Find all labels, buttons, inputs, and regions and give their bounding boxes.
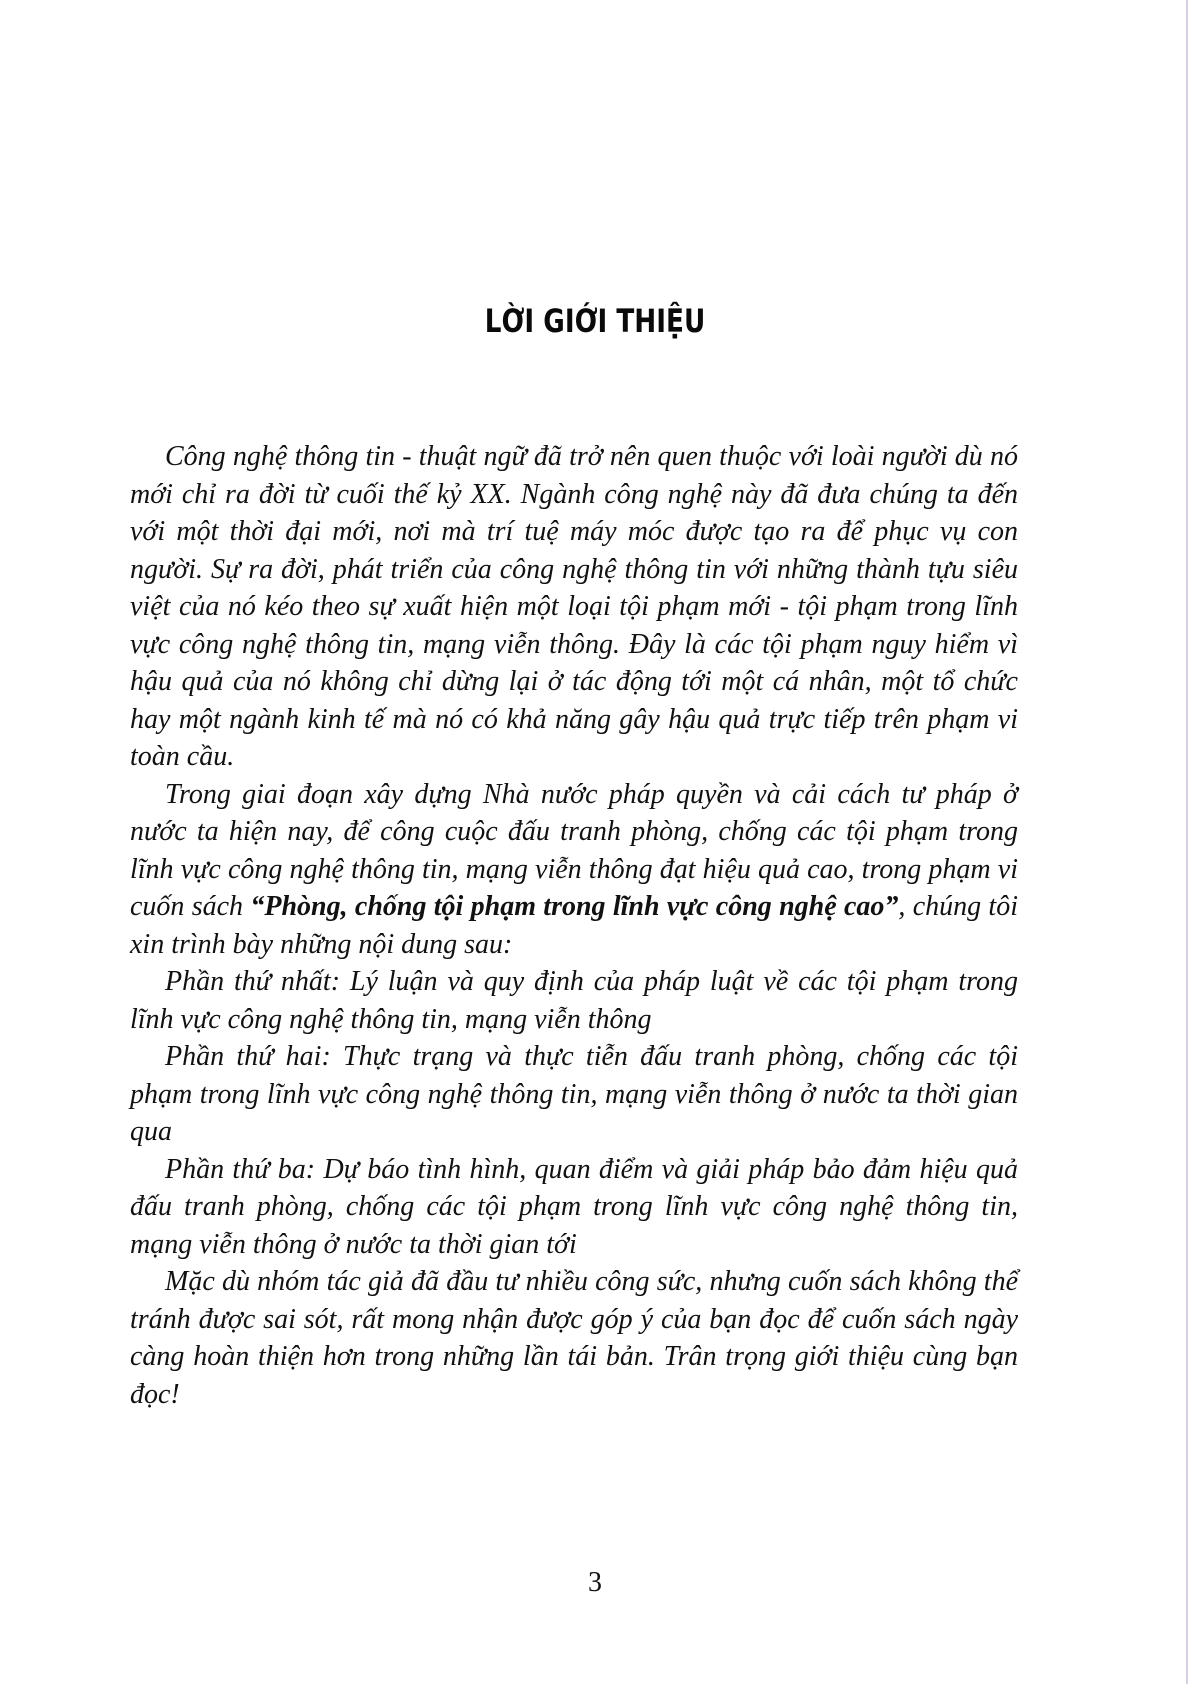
paragraph-scope-text: Trong giai đoạn xây dựng Nhà nước pháp quyền và cải cách tư pháp ở nước ta hiện nay, để công cuộc đấu tranh phòng, chống các tội phạm trong lĩnh vực công nghệ thông tin, mạng viễn thông đạt hiệu quả cao, trong phạm vi cuốn sách [130,778,1018,922]
paragraph-scope [130,776,1018,964]
paragraph-part-one [130,963,1018,1038]
paragraph-intro [130,438,1018,776]
paragraph-part-three [130,1151,1018,1264]
paragraph-part-two [130,1038,1018,1151]
page-number: 3 [588,1567,602,1598]
paragraph-part-three-text: Phần thứ ba: Dự báo tình hình, quan điểm và giải pháp bảo đảm hiệu quả đấu tranh phòng, chống các tội phạm trong lĩnh vực công nghệ thông tin, mạng viễn thông ở nước ta thời gian tới [130,1153,1018,1260]
paragraph-closing-text: Mặc dù nhóm tác giả đã đầu tư nhiều công sức, nhưng cuốn sách không thể tránh được sai sót, rất mong nhận được góp ý của bạn đọc để cuốn sách ngày càng hoàn thiện hơn trong những lần tái bản. Trân trọng giới thiệu cùng bạn đọc! [130,1266,1018,1410]
page-title: LỜI GIỚI THIỆU [484,302,706,340]
paragraph-part-one-text: Phần thứ nhất: Lý luận và quy định của pháp luật về các tội phạm trong lĩnh vực công nghệ thông tin, mạng viễn thông [130,966,1018,1035]
paragraph-intro-text: Công nghệ thông tin - thuật ngữ đã trở nên quen thuộc với loài người dù nó mới chỉ ra đời từ cuối thế kỷ XX. Ngành công nghệ này đã đưa chúng ta đến với một thời đại mới, nơi mà trí tuệ máy móc được tạo ra để phục vụ con người. Sự ra đời, phát triển của công nghệ thông tin với những thành tựu siêu việt của nó kéo theo sự xuất hiện một loại tội phạm mới - tội phạm trong lĩnh vực công nghệ thông tin, mạng viễn thông. Đây là các tội phạm nguy hiểm vì hậu quả của nó không chỉ dừng lại ở tác động tới một cá nhân, một tổ chức hay một ngành kinh tế mà nó có khả năng gây hậu quả trực tiếp trên phạm vi toàn cầu. [130,441,1018,772]
paragraph-closing [130,1263,1018,1413]
body-text [130,438,1018,1413]
paragraph-scope-tail: , chúng tôi xin trình bày những nội dung sau: [130,891,1018,960]
book-title-emphasis: “Phòng, chống tội phạm trong lĩnh vực công nghệ cao” [250,891,899,922]
paragraph-part-two-text: Phần thứ hai: Thực trạng và thực tiễn đấu tranh phòng, chống các tội phạm trong lĩnh vực công nghệ thông tin, mạng viễn thông ở nước ta thời gian qua [130,1041,1018,1147]
page-edge-line [1186,0,1188,1684]
